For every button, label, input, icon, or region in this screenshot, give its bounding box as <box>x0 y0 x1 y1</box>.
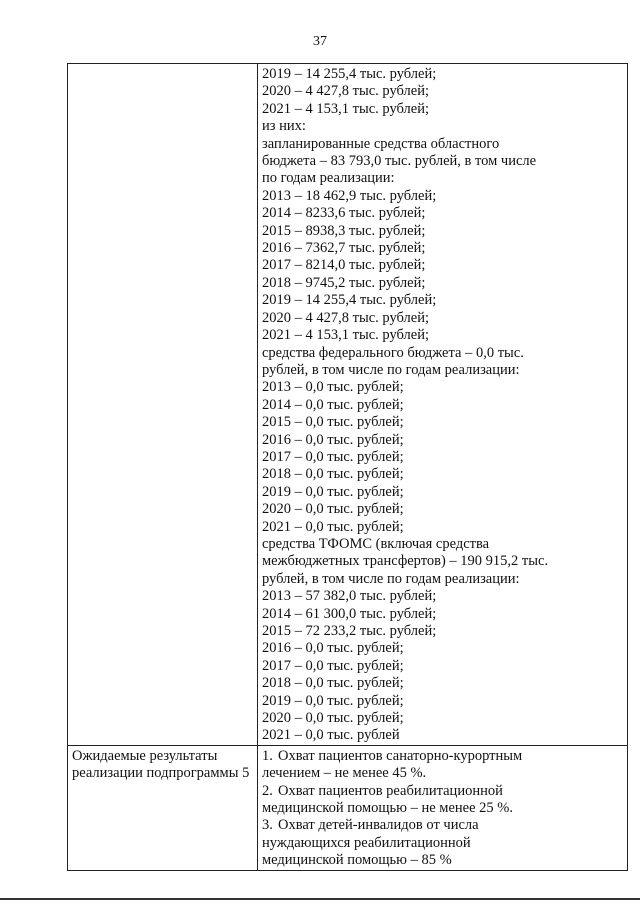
financing-line: 2020 – 4 427,8 тыс. рублей; <box>262 83 429 100</box>
results-label-line: Ожидаемые результаты <box>72 747 218 764</box>
result-text: Охват пациентов санаторно-курортным <box>278 747 523 764</box>
financing-line: рублей, в том числе по годам реализации: <box>262 361 520 378</box>
result-line: медицинской помощью – 85 % <box>262 852 452 869</box>
financing-line: бюджета – 83 793,0 тыс. рублей, в том числе <box>262 153 537 170</box>
financing-line: 2020 – 0,0 тыс. рублей; <box>262 710 404 727</box>
financing-line: 2019 – 0,0 тыс. рублей; <box>262 692 404 709</box>
result-number: 1. <box>262 747 273 764</box>
result-item <box>262 783 623 818</box>
financing-line: 2013 – 57 382,0 тыс. рублей; <box>262 588 437 605</box>
results-row <box>68 745 628 870</box>
result-text: Охват детей-инвалидов от числа <box>278 817 479 834</box>
financing-label-cell <box>68 64 258 746</box>
financing-line: 2019 – 14 255,4 тыс. рублей; <box>262 66 437 82</box>
financing-line: 2015 – 72 233,2 тыс. рублей; <box>262 623 437 639</box>
result-line <box>262 783 623 800</box>
result-number: 2. <box>262 782 273 799</box>
result-item <box>262 817 623 869</box>
result-line <box>262 748 623 765</box>
financing-line: средства федерального бюджета – 0,0 тыс. <box>262 344 524 361</box>
financing-line: 2014 – 0,0 тыс. рублей; <box>262 396 404 413</box>
financing-line: 2016 – 7362,7 тыс. рублей; <box>262 240 426 257</box>
financing-line: 2019 – 14 255,4 тыс. рублей; <box>262 292 437 309</box>
financing-line: рублей, в том числе по годам реализации: <box>262 570 520 587</box>
results-label-line: реализации подпрограммы 5 <box>72 765 250 782</box>
financing-line: 2020 – 0,0 тыс. рублей; <box>262 501 404 518</box>
result-item <box>262 748 623 783</box>
financing-line: 2021 – 0,0 тыс. рублей; <box>262 518 404 535</box>
result-line: лечением – не менее 45 %. <box>262 765 427 782</box>
result-line <box>262 817 623 834</box>
result-line: нуждающихся реабилитационной <box>262 834 471 851</box>
subprogram-table <box>67 63 628 871</box>
financing-line: из них: <box>262 118 306 135</box>
financing-line: 2018 – 0,0 тыс. рублей; <box>262 466 404 483</box>
result-number: 3. <box>262 817 273 834</box>
results-cell <box>258 745 628 870</box>
financing-line: 2018 – 0,0 тыс. рублей; <box>262 675 404 692</box>
financing-line: запланированные средства областного <box>262 135 500 152</box>
financing-line: 2019 – 0,0 тыс. рублей; <box>262 483 404 500</box>
result-text: Охват пациентов реабилитационной <box>278 782 503 799</box>
financing-line: 2016 – 0,0 тыс. рублей; <box>262 640 404 657</box>
financing-line: 2015 – 8938,3 тыс. рублей; <box>262 222 426 239</box>
financing-line: 2021 – 4 153,1 тыс. рублей; <box>262 100 429 117</box>
financing-line: 2021 – 4 153,1 тыс. рублей; <box>262 327 429 344</box>
financing-line: 2018 – 9745,2 тыс. рублей; <box>262 274 426 291</box>
financing-line: 2013 – 18 462,9 тыс. рублей; <box>262 187 437 204</box>
page-number: 37 <box>313 34 327 49</box>
financing-line: средства ТФОМС (включая средства <box>262 535 490 552</box>
financing-line: 2021 – 0,0 тыс. рублей <box>262 727 400 744</box>
financing-line: 2017 – 0,0 тыс. рублей; <box>262 657 404 674</box>
financing-line: 2013 – 0,0 тыс. рублей; <box>262 379 404 396</box>
financing-row <box>68 64 628 746</box>
financing-line: 2014 – 8233,6 тыс. рублей; <box>262 205 426 222</box>
financing-line: 2016 – 0,0 тыс. рублей; <box>262 431 404 448</box>
financing-line: по годам реализации: <box>262 170 395 187</box>
financing-line: 2014 – 61 300,0 тыс. рублей; <box>262 605 437 622</box>
financing-line: 2015 – 0,0 тыс. рублей; <box>262 414 404 431</box>
financing-line: межбюджетных трансфертов) – 190 915,2 тыс. <box>262 553 549 570</box>
result-line: медицинской помощью – не менее 25 %. <box>262 800 514 817</box>
financing-line: 2020 – 4 427,8 тыс. рублей; <box>262 309 429 326</box>
financing-line: 2017 – 8214,0 тыс. рублей; <box>262 257 426 274</box>
results-label-cell <box>68 745 258 870</box>
financing-line: 2017 – 0,0 тыс. рублей; <box>262 448 404 465</box>
bottom-rule <box>0 898 640 900</box>
financing-cell <box>258 64 628 746</box>
